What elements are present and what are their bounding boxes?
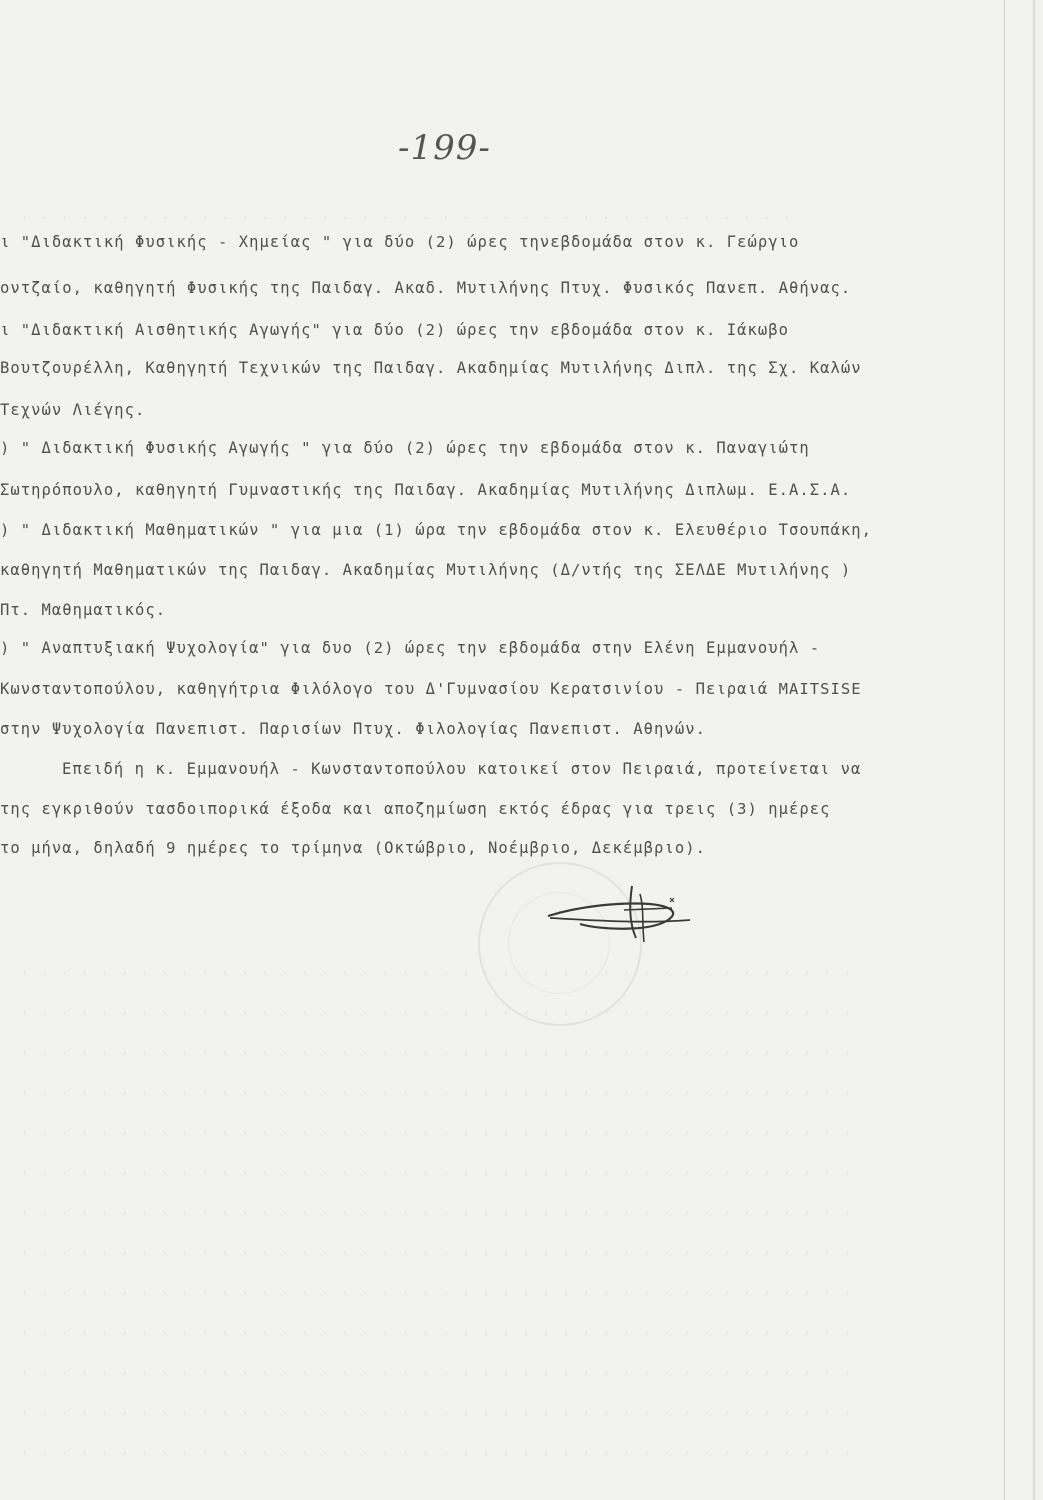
text-line: ) " Αναπτυξιακή Ψυχολογία" για δυο (2) ώρες την εβδομάδα στην Ελένη Εμμανουήλ -: [0, 639, 821, 657]
text-line: στην Ψυχολογία Πανεπιστ. Παρισίων Πτυχ. Φιλολογίας Πανεπιστ. Αθηνών.: [0, 720, 706, 738]
text-line: Επειδή η κ. Εμμανουήλ - Κωνσταντοπούλου κατοικεί στον Πειραιά, προτείνεται να: [62, 760, 862, 778]
text-line: ) " Διδακτική Φυσικής Αγωγής " για δύο (2) ώρες την εβδομάδα στον κ. Παναγιώτη: [0, 439, 810, 457]
text-line: ) " Διδακτική Μαθηματικών " για μια (1) ώρα την εβδομάδα στον κ. Ελευθέριο Τσουπάκη,: [0, 521, 873, 539]
text-line: ι "Διδακτική Φυσικής - Χημείας " για δύο (2) ώρες τηνεβδομάδα στον κ. Γεώργιο: [0, 233, 800, 251]
page-edge-right: [1033, 0, 1035, 1500]
signature: [540, 880, 700, 960]
text-line: Πτ. Μαθηματικός.: [0, 601, 167, 619]
text-line: καθηγητή Μαθηματικών της Παιδαγ. Ακαδημίας Μυτιλήνης (Δ/ντής της ΣΕΛΔΕ Μυτιλήνης ): [0, 561, 852, 579]
page-edge: [1004, 0, 1005, 1500]
page-number: -199-: [398, 128, 491, 168]
text-line: Σωτηρόπουλο, καθηγητή Γυμναστικής της Παιδαγ. Ακαδημίας Μυτιλήνης Διπλωμ. Ε.Α.Σ.Α.: [0, 481, 852, 499]
text-line: της εγκριθούν τασδοιπορικά έξοδα και αποζημίωση εκτός έδρας για τρεις (3) ημέρες: [0, 800, 831, 818]
text-line: οντζαίο, καθηγητή Φυσικής της Παιδαγ. Ακαδ. Μυτιλήνης Πτυχ. Φυσικός Πανεπ. Αθήνας.: [0, 279, 852, 297]
text-line: Βουτζουρέλλη, Καθηγητή Τεχνικών της Παιδαγ. Ακαδημίας Μυτιλήνης Διπλ. της Σχ. Καλών: [0, 359, 862, 377]
text-line: Κωνσταντοπούλου, καθηγήτρια Φιλόλογο του Δ'Γυμνασίου Κερατσινίου - Πειραιά MAITSISE: [0, 680, 862, 698]
text-line: ι "Διδακτική Αισθητικής Αγωγής" για δύο (2) ώρες την εβδομάδα στον κ. Ιάκωβο: [0, 321, 790, 339]
text-line: το μήνα, δηλαδή 9 ημέρες το τρίμηνα (Οκτώβριο, Νοέμβριο, Δεκέμβριο).: [0, 839, 706, 857]
text-line: Τεχνών Λιέγης.: [0, 401, 146, 419]
